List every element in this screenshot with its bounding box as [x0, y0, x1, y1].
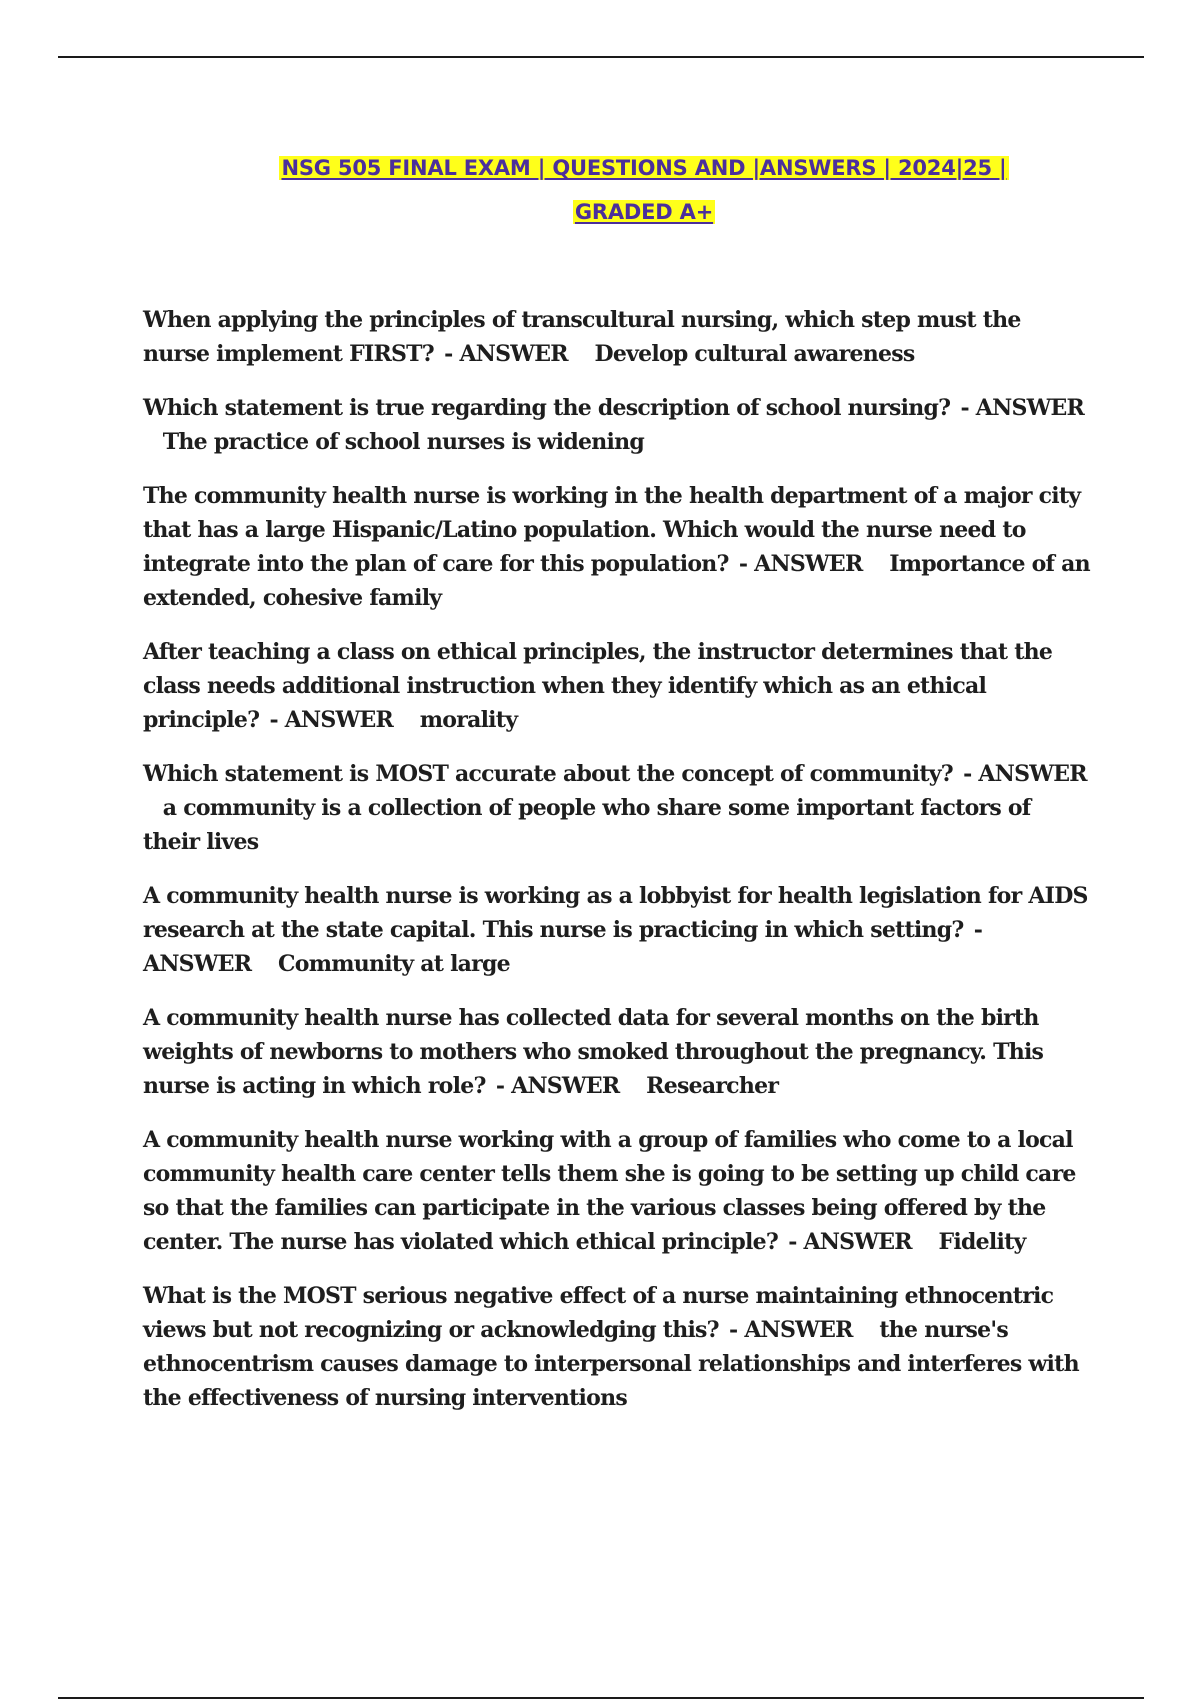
qa-item: [143, 479, 1093, 615]
qa-list: [143, 303, 1093, 1435]
question-text: A community health nurse has collected data for several months on the birth weights of newborns to mothers who smoked throughout the pregnancy. This nurse is acting in which role?: [143, 1005, 1044, 1099]
qa-item: [143, 879, 1093, 981]
document-title: [226, 146, 1062, 234]
qa-item: [143, 303, 1093, 371]
answer-label: - ANSWER: [143, 917, 983, 977]
answer-label: - ANSWER: [495, 1073, 620, 1099]
qa-item: [143, 635, 1093, 737]
answer-label: - ANSWER: [788, 1229, 912, 1255]
answer-text: Fidelity: [938, 1229, 1026, 1255]
question-text: Which statement is true regarding the description of school nursing?: [143, 395, 951, 421]
question-text: Which statement is MOST accurate about the concept of community?: [143, 761, 953, 787]
question-text: When applying the principles of transcultural nursing, which step must the nurse implement FIRST?: [143, 307, 1021, 367]
answer-text: Importance of an extended, cohesive family: [143, 551, 1090, 611]
qa-item: [143, 1001, 1093, 1103]
question-text: A community health nurse working with a group of families who come to a local community health care center tells them she is going to be setting up child care so that the families can participate in the various classes being offered by the center. The nurse has violated which ethical principle?: [143, 1127, 1076, 1255]
question-text: A community health nurse is working as a lobbyist for health legislation for AIDS research at the state capital. This nurse is practicing in which setting?: [143, 883, 1088, 943]
qa-item: [143, 391, 1093, 459]
answer-text: the nurse's ethnocentrism causes damage to interpersonal relationships and interferes with the effectiveness of nursing interventions: [143, 1317, 1079, 1411]
top-divider: [58, 56, 1144, 58]
question-text: What is the MOST serious negative effect of a nurse maintaining ethnocentric views but not recognizing or acknowledging this?: [143, 1283, 1054, 1343]
answer-text: The practice of school nurses is widening: [162, 429, 645, 455]
answer-label: - ANSWER: [738, 551, 863, 577]
qa-item: [143, 757, 1093, 859]
answer-label: - ANSWER: [444, 341, 568, 367]
title-line-2: GRADED A+: [574, 200, 714, 224]
bottom-divider: [58, 1697, 1144, 1699]
answer-text: Researcher: [646, 1073, 779, 1099]
title-line-1: NSG 505 FINAL EXAM | QUESTIONS AND |ANSWERS | 2024|25 |: [281, 156, 1007, 180]
answer-label: - ANSWER: [963, 761, 1087, 787]
question-text: The community health nurse is working in the health department of a major city that has a large Hispanic/Latino population. Which would the nurse need to integrate into the plan of care for this population?: [143, 483, 1081, 577]
answer-text: morality: [419, 707, 518, 733]
qa-item: [143, 1279, 1093, 1415]
answer-label: - ANSWER: [960, 395, 1085, 421]
answer-text: Develop cultural awareness: [594, 341, 915, 367]
qa-item: [143, 1123, 1093, 1259]
answer-label: - ANSWER: [269, 707, 394, 733]
question-text: After teaching a class on ethical principles, the instructor determines that the class needs additional instruction when they identify which as an ethical principle?: [143, 639, 1053, 733]
answer-text: a community is a collection of people who share some important factors of their lives: [143, 795, 1031, 855]
answer-text: Community at large: [278, 951, 510, 977]
answer-label: - ANSWER: [729, 1317, 853, 1343]
